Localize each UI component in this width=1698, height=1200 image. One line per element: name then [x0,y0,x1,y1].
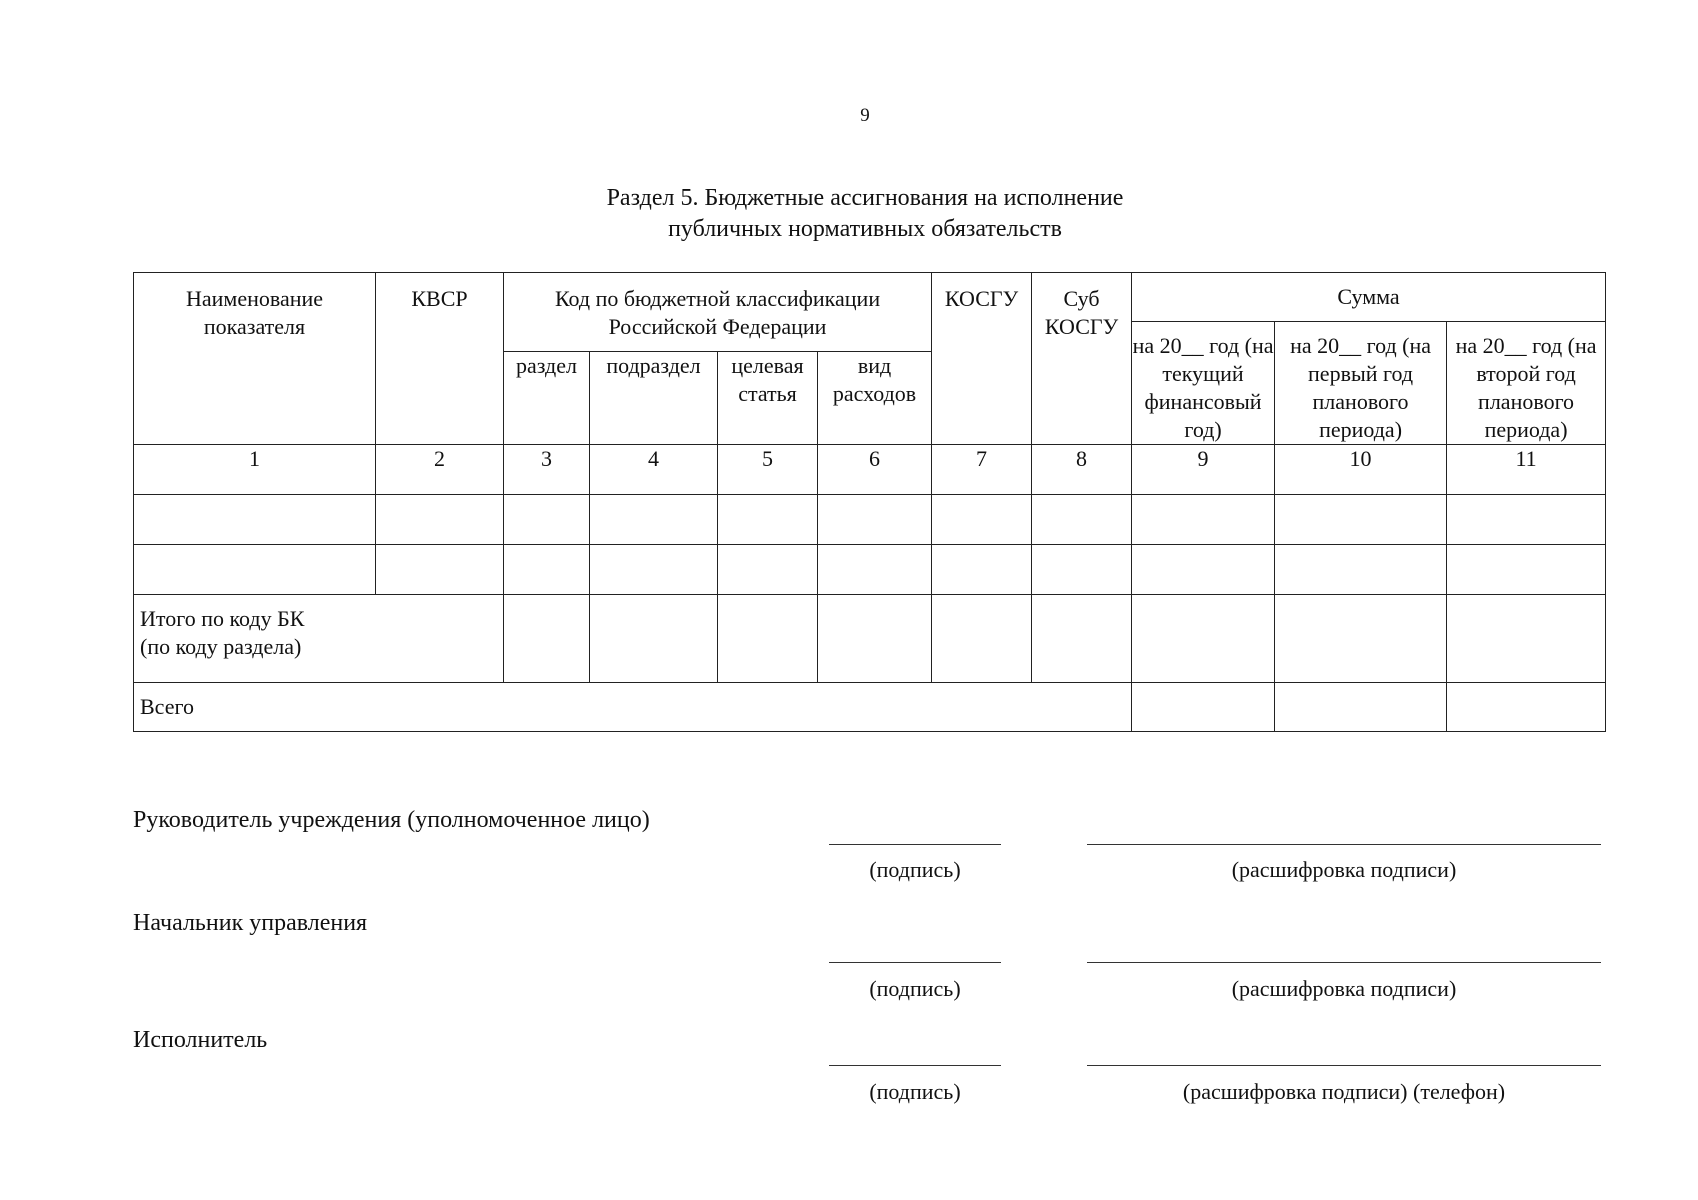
column-number: 11 [1447,445,1606,495]
header-code-group: Код по бюджетной классификации Российской Федерации [504,273,932,352]
signature-caption: (подпись) [869,857,961,882]
signature-label-executor: Исполнитель [133,1027,268,1053]
signature-label-manager: Начальник управления [133,910,368,936]
header-summa: Сумма [1132,273,1606,322]
table-cell[interactable] [504,595,590,683]
table-cell[interactable] [590,495,718,545]
column-number: 5 [718,445,818,495]
table-cell[interactable] [818,595,932,683]
table-cell[interactable] [590,545,718,595]
table-cell[interactable] [376,495,504,545]
signature-label-head: Руководитель учреждения (уполномоченное лицо) [133,807,650,833]
column-number: 8 [1032,445,1132,495]
header-tselevaya: целевая статья [718,352,818,445]
header-kvsr: КВСР [376,273,504,445]
column-number: 3 [504,445,590,495]
name-decode-caption: (расшифровка подписи) [1231,857,1457,882]
header-year-3: на 20__ год (на второй год планового периода) [1447,322,1606,445]
table-cell[interactable] [932,595,1032,683]
header-year-2: на 20__ год (на первый год планового периода) [1275,322,1447,445]
table-cell[interactable] [1275,683,1447,732]
itogo-row [134,595,1606,683]
itogo-label-text: Итого по коду БК (по коду раздела) [140,606,305,659]
column-number: 6 [818,445,932,495]
table-cell[interactable] [718,495,818,545]
column-number: 1 [134,445,376,495]
table-cell[interactable] [376,545,504,595]
section-title-line-1: Раздел 5. Бюджетные ассигнования на исполнение [606,185,1124,211]
table-cell[interactable] [134,545,376,595]
header-name: Наименование показателя [134,273,376,445]
column-number-row [134,445,1606,495]
page-number: 9 [860,105,870,126]
table-cell[interactable] [1132,495,1275,545]
table-cell[interactable] [718,545,818,595]
table-cell[interactable] [1447,595,1606,683]
table-cell[interactable] [818,545,932,595]
budget-table [133,272,1606,732]
table-cell[interactable] [718,595,818,683]
table-cell[interactable] [1132,595,1275,683]
signature-line[interactable] [829,1065,1001,1066]
table-cell[interactable] [1447,545,1606,595]
table-row [134,495,1606,545]
column-number: 10 [1275,445,1447,495]
table-cell[interactable] [1032,495,1132,545]
header-razdel: раздел [504,352,590,445]
column-number: 2 [376,445,504,495]
table-cell[interactable] [1275,595,1447,683]
name-decode-line[interactable] [1087,962,1601,963]
table-cell[interactable] [818,495,932,545]
table-cell[interactable] [1275,545,1447,595]
table-cell[interactable] [1447,495,1606,545]
vsego-row [134,683,1606,732]
name-decode-line[interactable] [1087,844,1601,845]
table-cell[interactable] [932,495,1032,545]
table-cell[interactable] [1032,595,1132,683]
section-title [0,183,1698,245]
table-cell[interactable] [504,495,590,545]
table-cell[interactable] [932,545,1032,595]
table-cell[interactable] [504,545,590,595]
table-cell[interactable] [1132,545,1275,595]
signature-caption: (подпись) [869,976,961,1001]
column-number: 4 [590,445,718,495]
table-cell[interactable] [1032,545,1132,595]
itogo-label [134,595,504,683]
name-decode-line[interactable] [1087,1065,1601,1066]
section-title-line-2: публичных нормативных обязательств [668,216,1062,242]
table-cell[interactable] [134,495,376,545]
table-cell[interactable] [1275,495,1447,545]
column-number: 7 [932,445,1032,495]
signature-line[interactable] [829,962,1001,963]
column-number: 9 [1132,445,1275,495]
header-kosgu: КОСГУ [932,273,1032,445]
table-row [134,545,1606,595]
header-podrazdel: подраздел [590,352,718,445]
header-year-1: на 20__ год (на текущий финансовый год) [1132,322,1275,445]
table-cell[interactable] [1132,683,1275,732]
signature-line[interactable] [829,844,1001,845]
name-decode-caption: (расшифровка подписи) (телефон) [1182,1079,1506,1104]
table-cell[interactable] [590,595,718,683]
header-subkosgu: Суб КОСГУ [1032,273,1132,445]
vsego-label: Всего [134,683,1132,732]
header-vid: вид расходов [818,352,932,445]
signature-caption: (подпись) [869,1079,961,1104]
table-cell[interactable] [1447,683,1606,732]
name-decode-caption: (расшифровка подписи) [1231,976,1457,1001]
